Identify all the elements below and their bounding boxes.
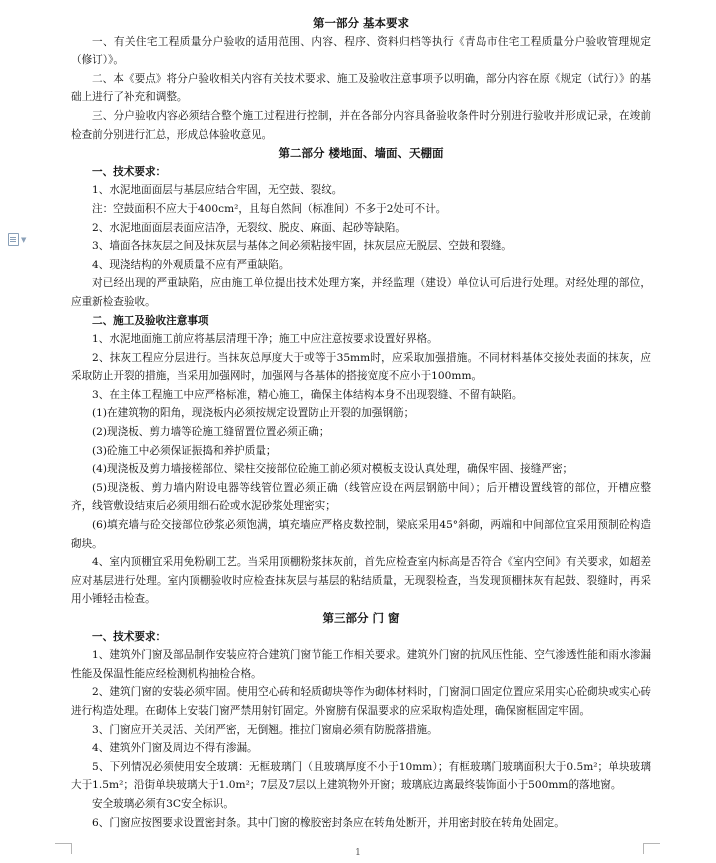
paragraph: 2、抹灰工程应分层进行。当抹灰总厚度大于或等于35mm时，应采取加强措施。不同材料基体交接处表面的抹灰，应采取防止开裂的措施，当采用加强网时，加强网与各基体的搭接宽度不应小于100mm。 bbox=[71, 351, 651, 383]
page-number: 1 bbox=[355, 848, 361, 858]
section-heading: 二、施工及验收注意事项 bbox=[92, 314, 209, 327]
part1-title: 第一部分 基本要求 bbox=[312, 16, 409, 30]
paragraph: 1、水泥地面施工前应将基层清理干净；施工中应注意按要求设置好界格。 bbox=[92, 333, 438, 346]
part2-title: 第二部分 楼地面、墙面、天棚面 bbox=[278, 146, 444, 161]
paragraph: 1、建筑外门窗及部品制作安装应符合建筑门窗节能工作相关要求。建筑外门窗的抗风压性能、空气渗透性能和雨水渗漏性能及保温性能应经检测机构抽检合格。 bbox=[71, 649, 651, 680]
paragraph: 4、建筑外门窗及周边不得有渗漏。 bbox=[92, 742, 258, 755]
paragraph: 一、有关住宅工程质量分户验收的适用范围、内容、程序、资料归档等执行《青岛市住宅工程质量分户验收管理规定（修订）》。 bbox=[71, 35, 651, 67]
chevron-down-icon: ▼ bbox=[21, 235, 27, 244]
document-nav-icon[interactable] bbox=[8, 232, 32, 246]
paragraph: (2)现浇板、剪力墙等砼施工缝留置位置必须正确； bbox=[92, 426, 330, 439]
paragraph: (1)在建筑物的阳角，现浇板内必须按规定设置防止开裂的加强钢筋； bbox=[92, 407, 415, 420]
paragraph: 对已经出现的严重缺陷，应由施工单位提出技术处理方案，并经监理（建设）单位认可后进行处理。对经处理的部位，应重新检查验收。 bbox=[71, 277, 651, 308]
paragraph: (6)填充墙与砼交接部位砂浆必须饱满，填充墙应严格皮数控制，梁底采用45°斜砌，两端和中间部位宜采用预制砼构造砌块。 bbox=[71, 519, 651, 550]
paragraph: 三、分户验收内容必须结合整个施工过程进行控制，并在各部分内容具备验收条件时分别进行验收并形成记录，在竣前检查前分别进行汇总，形成总体验收意见。 bbox=[71, 109, 651, 141]
paragraph: 6、门窗应按图要求设置密封条。其中门窗的橡胶密封条应在转角处断开，并用密封胶在转角处固定。 bbox=[92, 816, 565, 829]
paragraph: 安全玻璃必须有3C安全标识。 bbox=[92, 797, 234, 810]
document-body bbox=[71, 14, 651, 832]
paragraph: 3、在主体工程施工中应严格标准，精心施工，确保主体结构本身不出现裂缝、不留有缺陷。 bbox=[92, 388, 523, 401]
paragraph: (5)现浇板、剪力墙内附设电器等线管位置必须正确（线管应设在两层钢筋中间）；后开槽设置线管的部位，开槽应整齐，线管敷设结束后必须用细石砼或水泥砂浆处理密实； bbox=[71, 481, 651, 513]
paragraph: 注：空鼓面积不应大于400cm²，且每自然间（标准间）不多于2处可不计。 bbox=[92, 202, 447, 215]
paragraph: 二、本《要点》将分户验收相关内容有关技术要求、施工及验收注意事项予以明确，部分内容在原《规定（试行）》的基础上进行了补充和调整。 bbox=[71, 72, 651, 104]
paragraph: 5、下列情况必须使用安全玻璃：无框玻璃门（且玻璃厚度不小于10mm）；有框玻璃门玻璃面积大于0.5m²；单块玻璃大于1.5m²；沿街单块玻璃大于1.0m²；7层及7层以上建筑物外开窗；玻璃底边离最终装饰面小于500mm的落地窗。 bbox=[71, 760, 651, 792]
paragraph: 4、现浇结构的外观质量不应有严重缺陷。 bbox=[92, 258, 290, 271]
section-heading: 一、技术要求： bbox=[92, 630, 167, 643]
doc-icon bbox=[8, 233, 19, 246]
paragraph: (3)砼施工中必须保证振捣和养护质量； bbox=[92, 444, 277, 457]
paragraph: 3、门窗应开关灵活、关闭严密，无倒翘。推拉门窗扇必须有防脱落措施。 bbox=[92, 723, 438, 736]
paragraph: (4)现浇板及剪力墙接槎部位、梁柱交接部位砼施工前必须对模板支设认真处理，确保牢固、接缝严密； bbox=[92, 463, 574, 476]
section-heading: 一、技术要求： bbox=[92, 165, 167, 178]
paragraph: 4、室内顶棚宜采用免粉刷工艺。当采用顶棚粉浆抹灰前，首先应检查室内标高是否符合《室内空间》有关要求，如超差应对基层进行处理。室内顶棚验收时应检查抹灰层与基层的粘结质量，无现裂检查，当发现顶棚抹灰有起鼓、裂缝时，再采用小锤轻击检查。 bbox=[71, 556, 651, 606]
paragraph: 2、水泥地面面层表面应洁净，无裂纹、脱皮、麻面、起砂等缺陷。 bbox=[92, 221, 406, 234]
part3-title: 第三部分 门 窗 bbox=[322, 611, 400, 625]
paragraph: 2、建筑门窗的安装必须牢固。使用空心砖和轻质砌块等作为砌体材料时，门窗洞口固定位置应采用实心砼砌块或实心砖进行构造处理。在砌体上安装门窗严禁用射钉固定。外窗膀有保温要求的应采取构造处理，确保窗框固定牢固。 bbox=[71, 686, 651, 717]
paragraph: 1、水泥地面面层与基层应结合牢固，无空鼓、裂纹。 bbox=[92, 184, 343, 197]
paragraph: 3、墙面各抹灰层之间及抹灰层与基体之间必须粘接牢固，抹灰层应无脱层、空鼓和裂缝。 bbox=[92, 240, 512, 253]
